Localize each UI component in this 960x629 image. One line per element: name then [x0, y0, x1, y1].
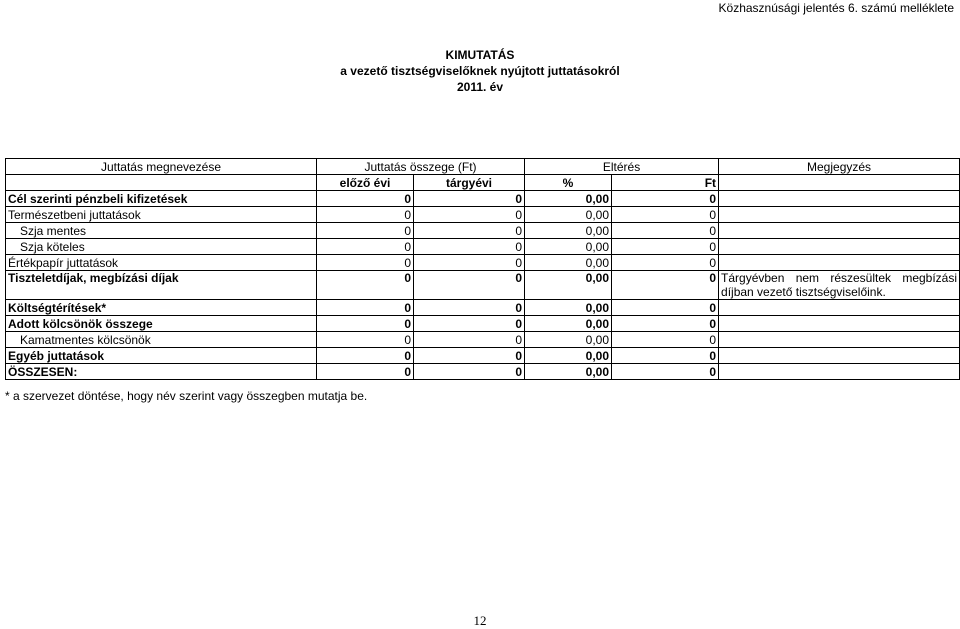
header-remarks: Megjegyzés [719, 159, 960, 175]
header-benefit-name: Juttatás megnevezése [6, 159, 317, 175]
row-remark [719, 316, 960, 332]
row-percent: 0,00 [525, 348, 612, 364]
annex-reference: Közhasznúsági jelentés 6. számú melléklete [718, 1, 954, 15]
row-percent: 0,00 [525, 191, 612, 207]
row-remark [719, 364, 960, 380]
row-previous-year: 0 [317, 300, 414, 316]
row-percent: 0,00 [525, 255, 612, 271]
row-ft: 0 [612, 239, 719, 255]
table-total-row [6, 364, 960, 380]
row-label: Költségtérítések* [6, 300, 317, 316]
table-row [6, 300, 960, 316]
row-label: Egyéb juttatások [6, 348, 317, 364]
row-current-year: 0 [414, 255, 525, 271]
row-previous-year: 0 [317, 332, 414, 348]
header-benefit-amount: Juttatás összege (Ft) [317, 159, 525, 175]
page-number: 12 [473, 613, 487, 628]
row-current-year: 0 [414, 364, 525, 380]
row-current-year: 0 [414, 316, 525, 332]
benefits-table [5, 158, 960, 380]
row-ft: 0 [612, 300, 719, 316]
row-previous-year: 0 [317, 316, 414, 332]
row-current-year: 0 [414, 223, 525, 239]
row-current-year: 0 [414, 207, 525, 223]
row-previous-year: 0 [317, 223, 414, 239]
table-row [6, 316, 960, 332]
row-previous-year: 0 [317, 207, 414, 223]
row-previous-year: 0 [317, 255, 414, 271]
row-remark [719, 348, 960, 364]
row-label: Természetbeni juttatások [6, 207, 317, 223]
row-ft: 0 [612, 191, 719, 207]
row-percent: 0,00 [525, 364, 612, 380]
table-row [6, 207, 960, 223]
row-label: Értékpapír juttatások [6, 255, 317, 271]
row-previous-year: 0 [317, 348, 414, 364]
row-current-year: 0 [414, 239, 525, 255]
row-remark [719, 255, 960, 271]
table-header-row [6, 159, 960, 175]
row-label: Szja mentes [6, 223, 317, 239]
table-row [6, 239, 960, 255]
row-remark [719, 207, 960, 223]
row-current-year: 0 [414, 332, 525, 348]
row-ft: 0 [612, 223, 719, 239]
row-current-year: 0 [414, 300, 525, 316]
row-percent: 0,00 [525, 207, 612, 223]
row-percent: 0,00 [525, 300, 612, 316]
row-label: Szja köteles [6, 239, 317, 255]
header-difference: Eltérés [525, 159, 719, 175]
subheader-empty [719, 175, 960, 191]
row-remark [719, 300, 960, 316]
subheader-percent: % [525, 175, 612, 191]
row-ft: 0 [612, 255, 719, 271]
row-ft: 0 [612, 207, 719, 223]
document-title: KIMUTATÁS [445, 48, 515, 62]
row-remark [719, 223, 960, 239]
table-subheader-row [6, 175, 960, 191]
row-previous-year: 0 [317, 364, 414, 380]
row-previous-year: 0 [317, 191, 414, 207]
subheader-empty [6, 175, 317, 191]
row-remark: Tárgyévben nem részesültek megbízási díjban vezető tisztségviselőink. [719, 271, 960, 300]
row-remark [719, 191, 960, 207]
row-percent: 0,00 [525, 239, 612, 255]
row-remark [719, 239, 960, 255]
row-previous-year: 0 [317, 239, 414, 255]
table-row [6, 223, 960, 239]
row-label: Adott kölcsönök összege [6, 316, 317, 332]
row-percent: 0,00 [525, 223, 612, 239]
table-row [6, 348, 960, 364]
row-ft: 0 [612, 316, 719, 332]
row-percent: 0,00 [525, 271, 612, 300]
row-current-year: 0 [414, 271, 525, 300]
row-label: Kamatmentes kölcsönök [6, 332, 317, 348]
table-row [6, 332, 960, 348]
row-remark [719, 332, 960, 348]
row-percent: 0,00 [525, 332, 612, 348]
table-row [6, 191, 960, 207]
table-row [6, 271, 960, 300]
row-current-year: 0 [414, 348, 525, 364]
row-ft: 0 [612, 271, 719, 300]
row-ft: 0 [612, 348, 719, 364]
row-ft: 0 [612, 364, 719, 380]
row-label: Cél szerinti pénzbeli kifizetések [6, 191, 317, 207]
subheader-previous-year: előző évi [317, 175, 414, 191]
row-label: Tiszteletdíjak, megbízási díjak [6, 271, 317, 300]
footnote: * a szervezet döntése, hogy név szerint vagy összegben mutatja be. [5, 389, 368, 403]
document-year: 2011. év [456, 80, 504, 94]
subheader-current-year: tárgyévi [414, 175, 525, 191]
row-label: ÖSSZESEN: [6, 364, 317, 380]
subheader-ft: Ft [612, 175, 719, 191]
row-current-year: 0 [414, 191, 525, 207]
row-ft: 0 [612, 332, 719, 348]
row-percent: 0,00 [525, 316, 612, 332]
row-previous-year: 0 [317, 271, 414, 300]
document-subtitle: a vezető tisztségviselőknek nyújtott juttatásokról [340, 64, 620, 78]
table-row [6, 255, 960, 271]
